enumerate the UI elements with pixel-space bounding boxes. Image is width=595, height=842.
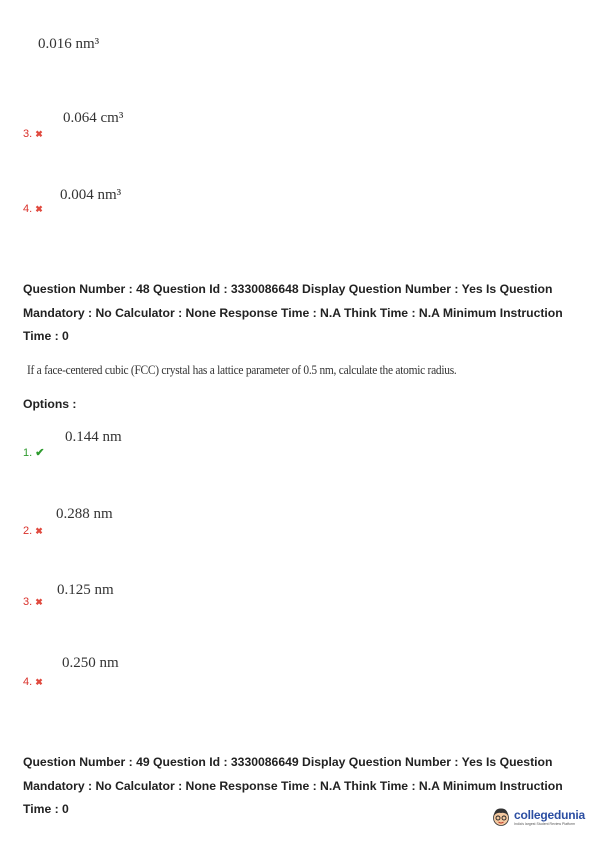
option-value: 0.064 cm³ (63, 110, 124, 126)
option-number: 3. (23, 596, 33, 608)
option-value: 0.125 nm (57, 582, 114, 598)
question-header: Question Number : 49 Question Id : 3330086649 Display Question Number : Yes Is Question Mandatory : No Calculator : None Response Time : N.A Think Time : N.A Minimum Instruction Time : 0 (23, 755, 563, 816)
question-header: Question Number : 48 Question Id : 3330086648 Display Question Number : Yes Is Question Mandatory : No Calculator : None Response Time : N.A Think Time : N.A Minimum Instruction Time : 0 (23, 282, 563, 343)
option-number: 3. (23, 128, 33, 140)
option-number: 4. (23, 676, 33, 688)
logo-tagline: India's largest Student Review Platform (514, 822, 576, 826)
option-number: 2. (23, 525, 33, 537)
option-marker (23, 596, 43, 608)
check-icon: ✔ (35, 447, 45, 459)
cross-icon: ✖ (35, 204, 43, 214)
option-value: 0.144 nm (65, 429, 122, 445)
option-value: 0.250 nm (62, 655, 119, 671)
option-value: 0.016 nm³ (38, 36, 100, 52)
mascot-icon (492, 806, 510, 828)
option-marker (23, 676, 43, 688)
logo-name: collegedunia (514, 808, 585, 822)
option-value: 0.288 nm (56, 506, 113, 522)
cross-icon: ✖ (35, 526, 43, 536)
option-marker (23, 525, 43, 537)
option-number: 1. (23, 447, 33, 459)
option-number: 4. (23, 203, 33, 215)
cross-icon: ✖ (35, 597, 43, 607)
option-marker (23, 128, 43, 140)
collegedunia-logo (492, 806, 585, 828)
option-marker (23, 446, 44, 459)
cross-icon: ✖ (35, 677, 43, 687)
cross-icon: ✖ (35, 129, 43, 139)
question-text: If a face-centered cubic (FCC) crystal has a lattice parameter of 0.5 nm, calculate the atomic radius. (27, 362, 457, 377)
option-marker (23, 203, 43, 215)
option-value: 0.004 nm³ (60, 187, 122, 203)
options-label: Options : (23, 397, 77, 411)
